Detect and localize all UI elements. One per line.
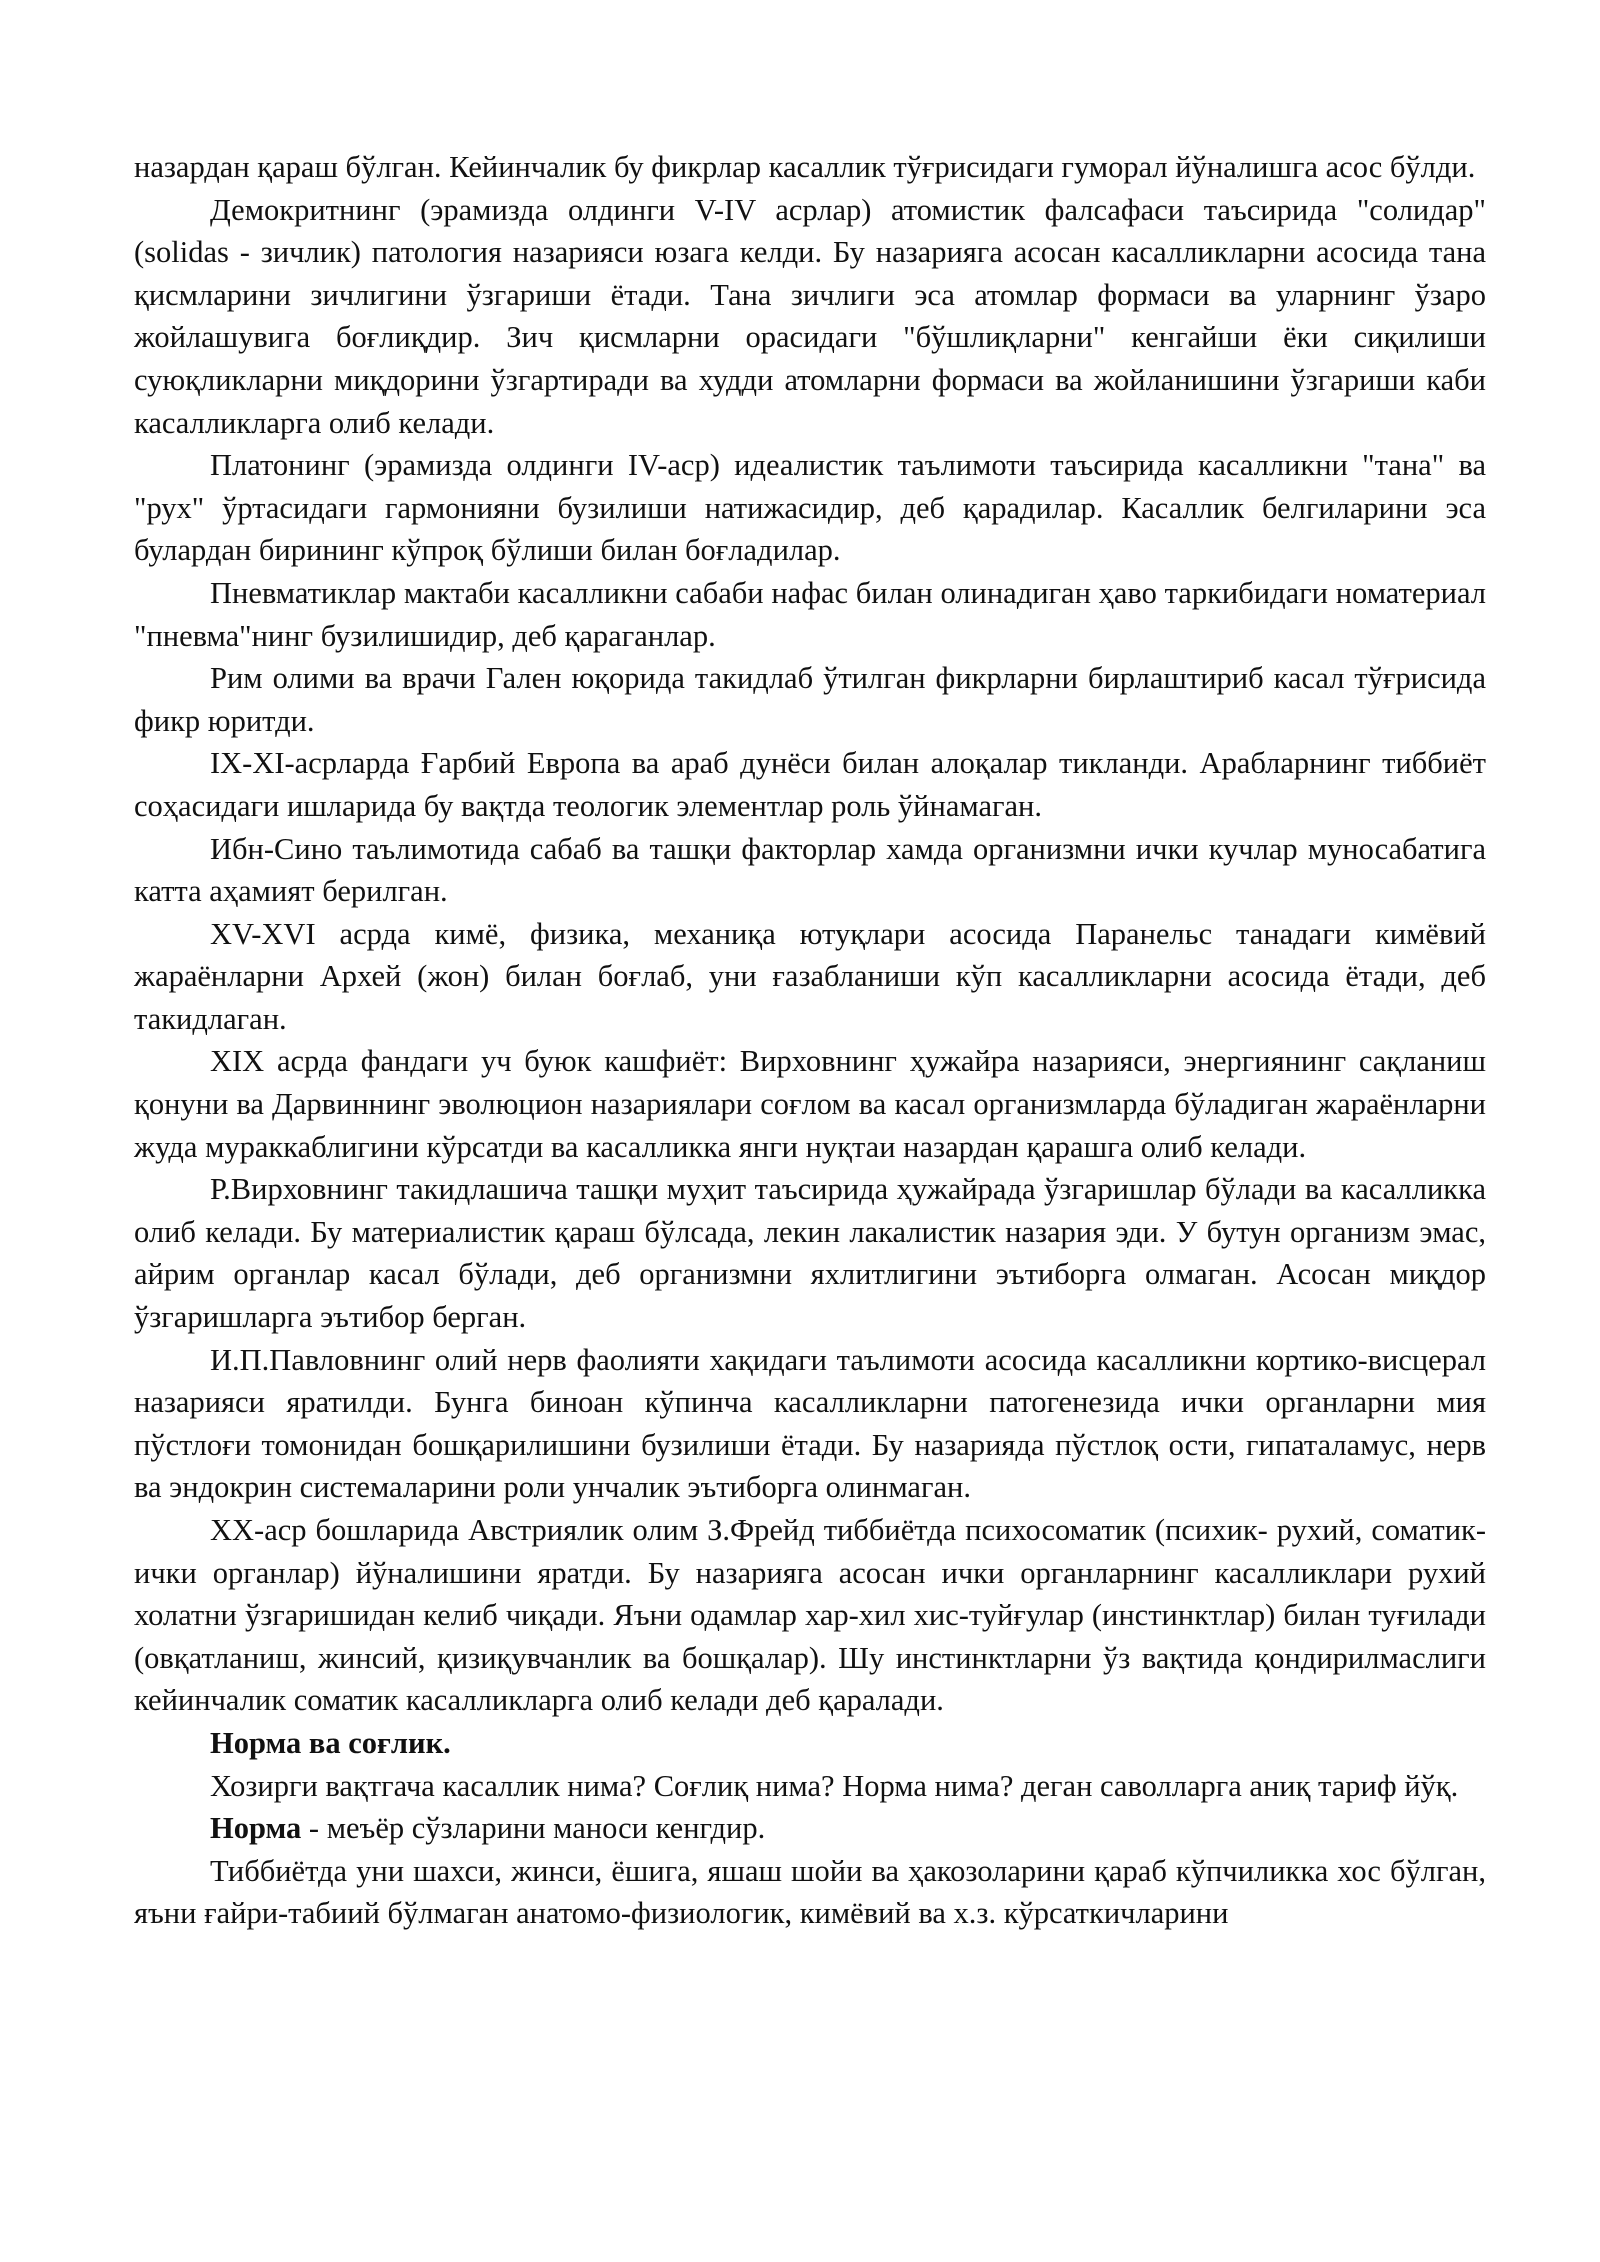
norma-definition-text: - меъёр сўзларини маноси кенгдир. [301, 1811, 766, 1846]
paragraph-ibn-sino: Ибн-Сино таълимотида сабаб ва ташқи факторлар хамда организмни ички кучлар муносабатига катта аҳамият берилган. [134, 831, 1486, 909]
section-heading: Норма ва соғлик. [210, 1725, 451, 1760]
norma-term: Норма [210, 1811, 302, 1846]
paragraph-norma-definition [134, 1807, 1486, 1850]
paragraph-humoral-continuation: назардан қараш бўлган. Кейинчалик бу фикрлар касаллик тўғрисидаги гуморал йўналишга асос бўлди. [134, 150, 1476, 184]
paragraph-virchow: Р.Вирховнинг такидлашича ташқи муҳит таъсирида ҳужайрада ўзгаришлар бўлади ва касалликка олиб келади. Бу материалистик қараш бўлсада, лекин лакалистик назария эди. У бутун организм эмас, айрим органлар касал бўлади, деб организмни яхлитлигини эътиборга олмаган. Асосан миқдор ўзгаришларга эътибор берган. [134, 1172, 1486, 1335]
paragraph-xv-xvi-centuries: XV-XVI асрда кимё, физика, механиқа ютуқлари асосида Паранельс танадаги кимёвий жараёнларни Архей (жон) билан боғлаб, уни ғазабланиши кўп касалликларни асосида ётади, деб такидлаган. [134, 916, 1486, 1036]
paragraph-galen: Рим олими ва врачи Гален юқорида такидлаб ўтилган фикрларни бирлаштириб касал тўғрисида фикр юритди. [134, 661, 1486, 738]
paragraph-ix-xi-centuries: IX-XI-асрларда Ғарбий Европа ва араб дунёси билан алоқалар тикланди. Арабларнинг тиббиёт соҳасидаги ишларида бу вақтда теологик элементлар роль ўйнамаган. [134, 746, 1486, 823]
document-page [134, 146, 1486, 1935]
paragraph-pavlov: И.П.Павловнинг олий нерв фаолияти хақидаги таълимоти асосида касалликни кортико-висцерал назарияси яратилди. Бунга биноан кўпинча касалликларни патогенезида ички органларни мия пўстлоғи томонидан бошқарилишини бузилиши ётади. Бу назарияда пўстлоқ ости, гипаталамус, нерв ва эндокрин системаларини роли унчалик эътиборга олинмаган. [134, 1342, 1486, 1505]
paragraph-xix-century: XIX асрда фандаги уч буюк кашфиёт: Вирховнинг ҳужайра назарияси, энергиянинг сақланиш қонуни ва Дарвиннинг эволюцион назариялари соғлом ва касал организмларда бўладиган жараёнларни жуда мураккаблигини кўрсатди ва касалликка янги нуқтаи назардан қарашга олиб келади. [134, 1044, 1486, 1164]
paragraph-pneumatics: Пневматиклар мактаби касалликни сабаби нафас билан олинадиган ҳаво таркибидаги номатериал "пневма"нинг бузилишидир, деб қараганлар. [134, 575, 1486, 653]
paragraph-definition-question: Хозирги вақтгача касаллик нима? Соғлиқ нима? Норма нима? деган саволларга аниқ тариф йўқ. [210, 1768, 1459, 1803]
paragraph-freud: XX-аср бошларида Австриялик олим З.Фрейд тиббиётда психосоматик (психик- рухий, соматик- ички органлар) йўналишини яратди. Бу назарияга асосан ички органларнинг касалликлари рухий холатни ўзгаришидан келиб чиқади. Яъни одамлар хар-хил хис-туйғулар (инстинктлар) билан туғилади (овқатланиш, жинсий, қизиқувчанлик ва бошқалар). Шу инстинктларни ўз вақтида қондирилмаслиги кейинчалик соматик касалликларга олиб келади деб қаралади. [134, 1513, 1486, 1718]
paragraph-medicine-norma: Тиббиётда уни шахси, жинси, ёшига, яшаш шойи ва ҳакозоларини қараб кўпчиликка хос бўлган, яъни ғайри-табиий бўлмаган анатомо-физиологик, кимёвий ва х.з. кўрсаткичларини [134, 1853, 1486, 1931]
paragraph-plato: Платонинг (эрамизда олдинги IV-аср) идеалистик таълимоти таъсирида касалликни "тана" ва "рух" ўртасидаги гармонияни бузилиши натижасидир, деб қарадилар. Касаллик белгиларини эса булардан бирининг кўпроқ бўлиши билан боғладилар. [134, 448, 1486, 568]
paragraph-democritus: Демокритнинг (эрамизда олдинги V-IV асрлар) атомистик фалсафаси таъсирида "солидар" (solidas - зичлик) патология назарияси юзага келди. Бу назарияга асосан касалликларни асосида тана қисмларини зичлигини ўзгариши ётади. Тана зичлиги эса атомлар формаси ва уларнинг ўзаро жойлашувига боғлиқдир. Зич қисмларни орасидаги "бўшлиқларни" кенгайши ёки сиқилиши суюқликларни миқдорини ўзгартиради ва худди атомларни формаси ва жойланишини ўзгариши каби касалликларга олиб келади. [134, 192, 1486, 440]
